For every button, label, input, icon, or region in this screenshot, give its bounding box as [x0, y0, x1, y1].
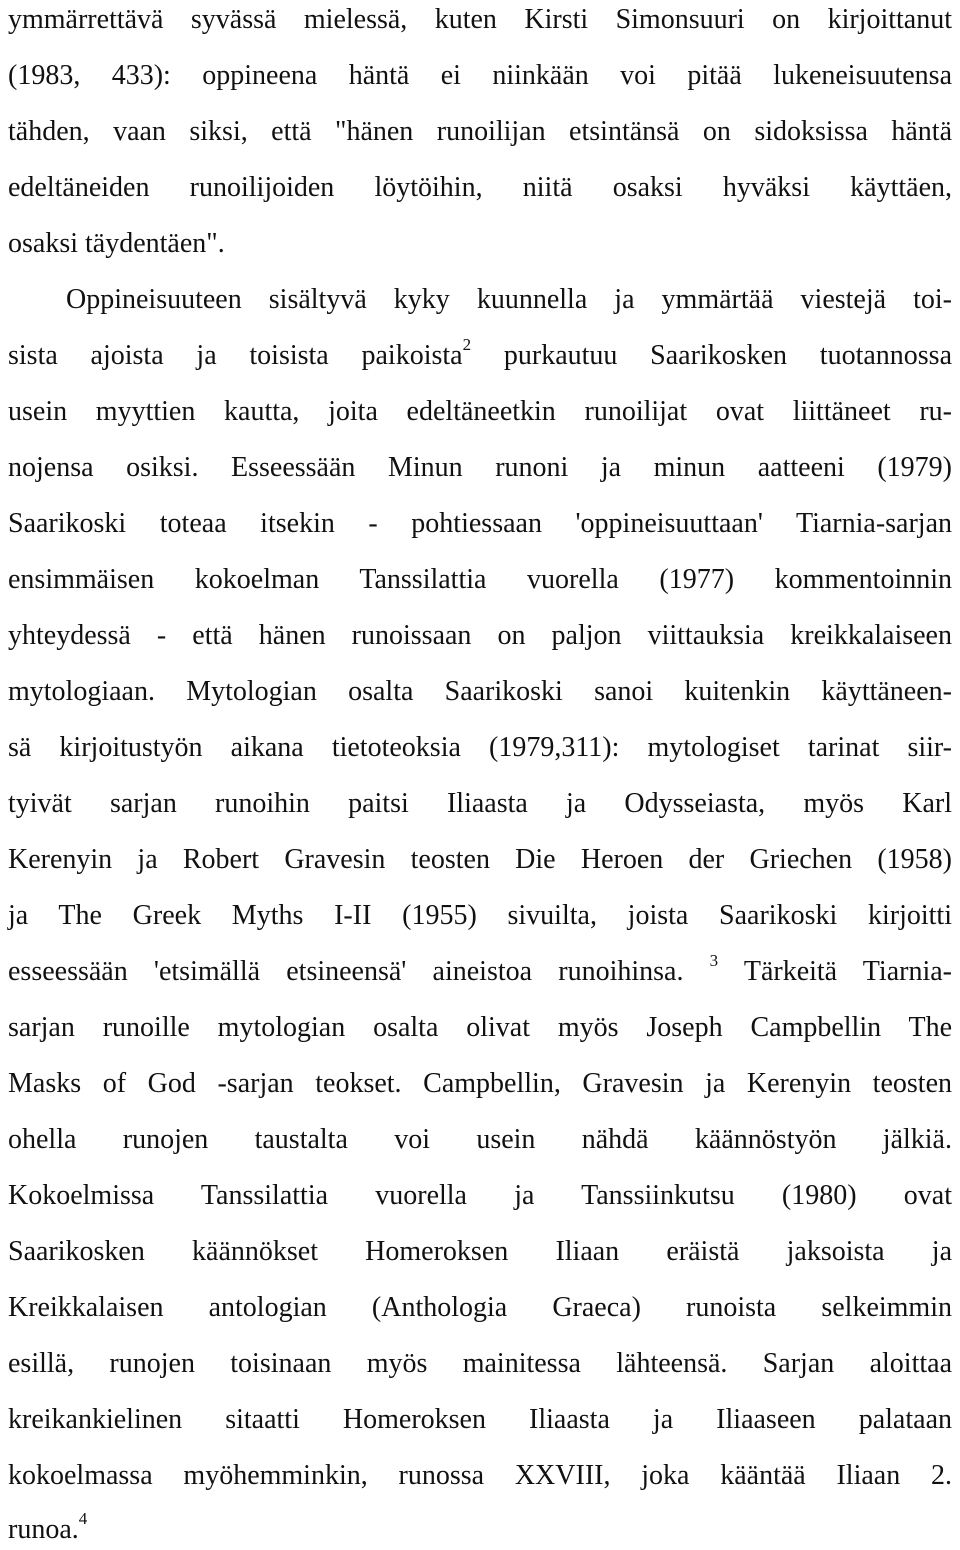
paragraph-line: sarjan runoille mytologian osalta olivat myös Joseph Campbellin The: [8, 1012, 952, 1043]
paragraph-line: Kreikkalaisen antologian (Anthologia Graeca) runoista selkeimmin: [8, 1292, 952, 1323]
paragraph-line: ensimmäisen kokoelman Tanssilattia vuorella (1977) kommentoinnin: [8, 564, 952, 595]
paragraph-line: usein myyttien kautta, joita edeltäneetkin runoilijat ovat liittäneet ru-: [8, 396, 952, 427]
line-text: esseessään 'etsimällä etsineensä' aineistoa runoihinsa.: [8, 956, 710, 987]
paragraph-line: edeltäneiden runoilijoiden löytöihin, niitä osaksi hyväksi käyttäen,: [8, 172, 952, 203]
paragraph-line: kreikankielinen sitaatti Homeroksen Iliaasta ja Iliaaseen palataan: [8, 1404, 952, 1435]
paragraph-line: tyivät sarjan runoihin paitsi Iliaasta ja Odysseiasta, myös Karl: [8, 788, 952, 819]
line-text: purkautuu Saarikosken tuotannossa: [471, 340, 952, 371]
paragraph-line: esillä, runojen toisinaan myös mainitessa lähteensä. Sarjan aloittaa: [8, 1348, 952, 1379]
paragraph-line: nojensa osiksi. Esseessään Minun runoni ja minun aatteeni (1979): [8, 452, 952, 483]
paragraph-line: Oppineisuuteen sisältyvä kyky kuunnella ja ymmärtää viestejä toi-: [66, 284, 952, 315]
paragraph-line: ymmärrettävä syvässä mielessä, kuten Kirsti Simonsuuri on kirjoittanut: [8, 4, 952, 35]
paragraph-line: yhteydessä - että hänen runoissaan on paljon viittauksia kreikkalaiseen: [8, 620, 952, 651]
paragraph-line: (1983, 433): oppineena häntä ei niinkään voi pitää lukeneisuutensa: [8, 60, 952, 91]
line-text: Tärkeitä Tiarnia-: [718, 956, 952, 987]
footnote-marker: 2: [462, 334, 472, 354]
paragraph-line: ja The Greek Myths I-II (1955) sivuilta, joista Saarikoski kirjoitti: [8, 900, 952, 931]
paragraph-line: Saarikoski toteaa itsekin - pohtiessaan 'oppineisuuttaan' Tiarnia-sarjan: [8, 508, 952, 539]
line-text: sista ajoista ja toisista paikoista: [8, 340, 463, 371]
paragraph-line: [8, 1510, 87, 1550]
paragraph-line: [8, 952, 952, 992]
footnote-marker: 4: [78, 1508, 88, 1528]
footnote-marker: 3: [709, 950, 719, 970]
paragraph-line: tähden, vaan siksi, että "hänen runoilijan etsintänsä on sidoksissa häntä: [8, 116, 952, 147]
paragraph-line: kokoelmassa myöhemminkin, runossa XXVIII, joka kääntää Iliaan 2.: [8, 1460, 952, 1491]
paragraph-line: Kerenyin ja Robert Gravesin teosten Die Heroen der Griechen (1958): [8, 844, 952, 875]
paragraph-line: Kokoelmissa Tanssilattia vuorella ja Tanssiinkutsu (1980) ovat: [8, 1180, 952, 1211]
paragraph-line: osaksi täydentäen".: [8, 228, 225, 259]
paragraph-line: ohella runojen taustalta voi usein nähdä käännöstyön jälkiä.: [8, 1124, 952, 1155]
paragraph-line: Saarikosken käännökset Homeroksen Iliaan eräistä jaksoista ja: [8, 1236, 952, 1267]
paragraph-line: sä kirjoitustyön aikana tietoteoksia (1979,311): mytologiset tarinat siir-: [8, 732, 952, 763]
line-text: runoa.: [8, 1514, 79, 1545]
paragraph-line: [8, 336, 952, 376]
paragraph-line: mytologiaan. Mytologian osalta Saarikoski sanoi kuitenkin käyttäneen-: [8, 676, 952, 707]
paragraph-line: Masks of God -sarjan teokset. Campbellin, Gravesin ja Kerenyin teosten: [8, 1068, 952, 1099]
